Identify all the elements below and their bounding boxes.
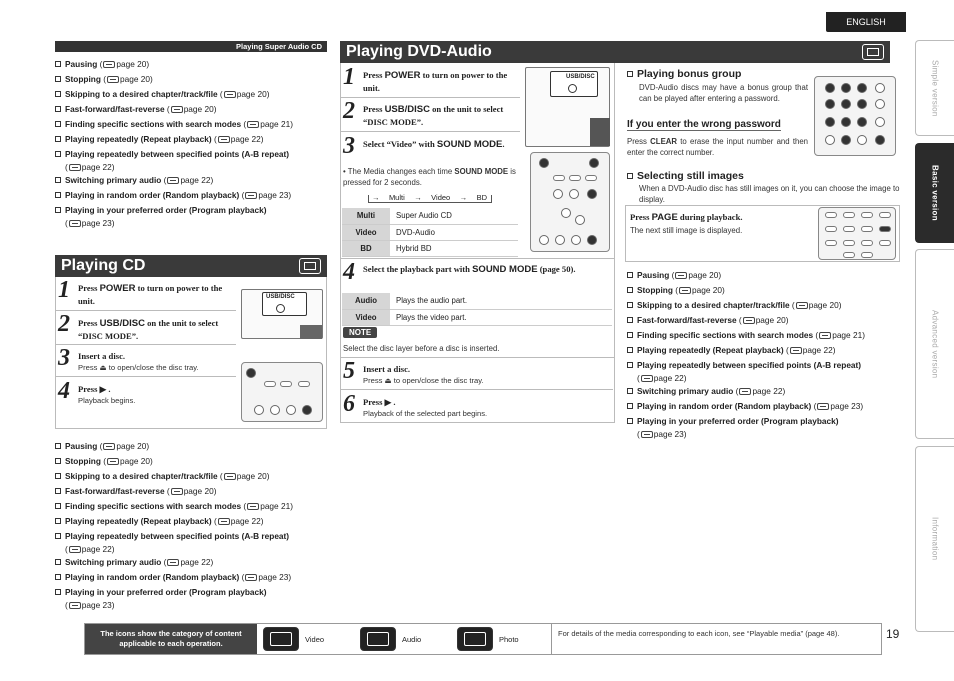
list-item [55, 57, 330, 72]
list-item [55, 529, 330, 555]
dvd-step-1 [341, 66, 520, 98]
page-reference[interactable]: ( page 20) [97, 441, 150, 451]
page-reference[interactable]: ( page 23) [239, 190, 292, 200]
step-text: Select the playback part with [363, 264, 473, 274]
tab-label: Simple version [930, 59, 940, 117]
cycle-item: Video [431, 192, 451, 202]
page-reference-icon [224, 473, 236, 480]
key-power: POWER [99, 283, 136, 294]
bullet-text: is pressed for 2 seconds. [343, 167, 516, 187]
step-text: on the unit to select “DISC MODE”. [78, 318, 219, 341]
step-text: Press [630, 212, 652, 222]
item-label: Stopping [65, 456, 101, 466]
step-number: 1 [58, 277, 70, 303]
page-reference[interactable]: ( page 20) [100, 456, 153, 466]
page-ref-text: page 22 [653, 373, 684, 383]
page-ref-text: page 22 [81, 544, 112, 554]
step-subtext: Playback begins. [78, 396, 136, 405]
still-images-step-sub: The next still image is displayed. [630, 226, 743, 235]
cycle-item: Multi [388, 192, 405, 202]
step-text: Press [78, 318, 100, 328]
list-item [627, 414, 912, 440]
page-ref-text: page 20 [236, 471, 267, 481]
page-reference-icon [167, 559, 179, 566]
item-label: Switching primary audio [65, 557, 162, 567]
heading-text: Playing bonus group [637, 68, 742, 80]
page-reference[interactable]: ( page 20) [789, 300, 842, 310]
page-reference[interactable]: ( page 21) [241, 119, 293, 129]
table-key: Audio [342, 293, 390, 309]
page-reference[interactable]: ( page 22) [211, 134, 264, 144]
key-usb-disc: USB/DISC [99, 318, 145, 329]
dvd-step-2 [341, 100, 520, 132]
list-item [627, 358, 912, 384]
step-number: 3 [58, 345, 70, 371]
list-item [55, 499, 330, 514]
bonus-group-text: DVD-Audio discs may have a bonus group that can be played after entering a password. [639, 83, 808, 103]
still-images-text: When a DVD-Audio disc has still images on it, you can choose the image to display. [639, 184, 900, 204]
page-reference-icon [69, 220, 81, 227]
step-number: 2 [58, 311, 70, 337]
page-reference-icon [103, 61, 115, 68]
page-ref-text: page 22 [230, 134, 261, 144]
item-label: Playing in random order (Random playback) [65, 572, 240, 582]
key-sound-mode: SOUND MODE [436, 139, 503, 150]
page-ref-text: page 21 [260, 501, 291, 511]
page-reference-icon [675, 272, 687, 279]
step-text: Select “Video” with [363, 139, 437, 149]
step-text: Press [78, 283, 100, 293]
playing-cd-title: Playing CD [61, 257, 146, 274]
step-text: (page 50). [537, 264, 576, 274]
remote-page-illustration [818, 207, 896, 260]
divider [340, 357, 615, 358]
table-key: Video [342, 224, 390, 240]
item-label: Finding specific sections with search modes [65, 119, 242, 129]
page-reference-icon [817, 403, 829, 410]
dvd-step-3 [341, 135, 531, 165]
dvd-step-4 [341, 261, 613, 295]
item-label: Finding specific sections with search modes [637, 330, 814, 340]
page-ref-text: page 20 [755, 315, 786, 325]
page-ref-text: page 22 [180, 557, 211, 567]
page-ref-text: page 20 [688, 270, 719, 280]
page-ref-text: page 22 [180, 175, 211, 185]
page-reference-icon [224, 91, 236, 98]
audio-category-icon [862, 44, 884, 60]
item-label: Fast-forward/fast-reverse [637, 315, 737, 325]
page-reference-icon [69, 602, 81, 609]
text: to erase the input number and then enter the correct number. [627, 137, 808, 157]
page-reference[interactable]: ( page 20) [164, 104, 217, 114]
page-reference[interactable]: ( page 22) [733, 386, 786, 396]
item-label: Stopping [65, 74, 101, 84]
page-reference[interactable]: ( page 20) [217, 89, 270, 99]
remote-control-illustration [241, 362, 323, 422]
footer-legend [84, 623, 882, 655]
item-label: Playing in random order (Random playback) [65, 190, 240, 200]
step-text: Press [363, 70, 385, 80]
tab-information[interactable] [915, 446, 954, 632]
key-sound-mode: SOUND MODE [454, 167, 509, 176]
note-label: NOTE [343, 327, 377, 338]
page-ref-text: page 23 [81, 600, 112, 610]
cd-step-3 [56, 347, 236, 377]
item-label: Playing in your preferred order (Program playback) [65, 205, 267, 215]
list-item [55, 484, 330, 499]
list-item [55, 570, 330, 585]
step-text: Press [78, 384, 100, 394]
page-ref-text: page 23 [81, 218, 112, 228]
table-value: Plays the video part. [390, 309, 612, 325]
list-item [55, 188, 330, 203]
page-ref-text: page 23 [258, 190, 289, 200]
page-reference[interactable]: ( page 22) [211, 516, 264, 526]
page-reference[interactable]: ( page 20) [669, 270, 722, 280]
list-item [627, 313, 912, 328]
tab-advanced-version[interactable] [915, 249, 954, 439]
step-subtext: Press ⏏ to open/close the disc tray. [363, 376, 484, 385]
page-ref-text: page 20 [692, 285, 723, 295]
item-label: Switching primary audio [65, 175, 162, 185]
page-reference-icon [218, 518, 230, 525]
page-ref-text: page 20 [116, 59, 147, 69]
super-audio-cd-operations-list [55, 57, 330, 229]
wrong-password-heading: If you enter the wrong password [627, 119, 781, 130]
step-number: 4 [58, 378, 70, 404]
audio-icon [360, 627, 396, 651]
usb-disc-label: USB/DISC [266, 294, 295, 300]
table-value: DVD-Audio [390, 224, 518, 240]
item-label: Pausing [637, 270, 670, 280]
step-subtext: Playback of the selected part begins. [363, 409, 488, 418]
cd-step-1 [56, 279, 236, 311]
step-number: 2 [343, 98, 355, 124]
language-badge: ENGLISH [826, 12, 906, 32]
page-reference[interactable]: ( page 20) [164, 486, 217, 496]
list-item [55, 72, 330, 87]
page-reference-icon [245, 574, 257, 581]
list-item [55, 454, 330, 469]
bullet-text: • The Media changes each time [343, 167, 455, 176]
tab-label: Advanced version [930, 309, 940, 379]
item-label: Playing repeatedly between specified points (A-B repeat) [65, 531, 290, 541]
page-ref-text: page 21 [832, 330, 863, 340]
playing-dvd-audio-header [340, 41, 890, 63]
list-item [627, 283, 912, 298]
cycle-return-line [368, 192, 492, 203]
item-label: Skipping to a desired chapter/track/file [65, 471, 218, 481]
item-label: Skipping to a desired chapter/track/file [637, 300, 790, 310]
list-item [55, 147, 330, 173]
page-ref-text: page 20 [116, 441, 147, 451]
page-reference[interactable]: ( page 22) [65, 544, 115, 554]
tab-simple-version[interactable] [915, 40, 954, 136]
table-row [342, 224, 518, 240]
page-reference[interactable]: ( page 23) [239, 572, 292, 582]
step-text: Press [363, 104, 385, 114]
page-reference-icon [641, 431, 653, 438]
step-text: Insert a disc. [78, 351, 126, 361]
list-item [55, 132, 330, 147]
usb-disc-label: USB/DISC [566, 74, 595, 80]
video-icon [263, 627, 299, 651]
page-reference-icon [69, 164, 81, 171]
tab-basic-version[interactable] [915, 143, 954, 243]
table-row [342, 208, 518, 224]
list-item [627, 268, 912, 283]
item-label: Pausing [65, 441, 98, 451]
note-text: Select the disc layer before a disc is inserted. [343, 344, 500, 353]
list-item [627, 328, 912, 343]
page-reference-icon [107, 458, 119, 465]
page-ref-text: page 23 [258, 572, 289, 582]
item-label: Fast-forward/fast-reverse [65, 486, 165, 496]
page-reference[interactable]: ( page 20) [736, 315, 789, 325]
page-reference-icon [171, 106, 183, 113]
page-reference[interactable]: ( page 20) [100, 74, 153, 84]
key-clear: CLEAR [650, 137, 678, 146]
unit-front-panel-illustration [241, 289, 323, 339]
play-key: ▶ [99, 384, 107, 394]
icons-caption: The icons show the category of content applicable to each operation. [85, 624, 257, 654]
page-reference[interactable]: ( page 23) [65, 218, 115, 228]
table-key: Multi [342, 208, 390, 224]
part-table [342, 293, 612, 326]
photo-icon [457, 627, 493, 651]
step-text: Press [363, 397, 385, 407]
step-text: . [502, 139, 505, 149]
key-power: POWER [384, 70, 421, 81]
play-key: ▶ [384, 397, 392, 407]
unit-front-panel-illustration [525, 67, 610, 147]
photo-label: Photo [499, 635, 519, 644]
item-label: Pausing [65, 59, 98, 69]
media-reference-text: For details of the media corresponding to each icon, see “Playable media” (page 48). [558, 629, 840, 638]
remote-control-illustration [530, 152, 610, 252]
item-label: Playing repeatedly between specified points (A-B repeat) [65, 149, 290, 159]
list-item [55, 439, 330, 454]
page-reference-icon [819, 332, 831, 339]
page-reference[interactable]: ( page 22) [65, 162, 115, 172]
item-label: Playing repeatedly (Repeat playback) [65, 516, 212, 526]
page-ref-text: page 20 [183, 486, 214, 496]
list-item [627, 298, 912, 313]
page-ref-text: page 20 [808, 300, 839, 310]
divider [340, 258, 615, 259]
page-reference-icon [743, 317, 755, 324]
step-text: during playback. [677, 212, 743, 222]
still-images-heading [627, 170, 744, 182]
page-reference[interactable]: ( page 21) [241, 501, 293, 511]
table-row [342, 293, 612, 309]
list-item [55, 555, 330, 570]
list-item [55, 117, 330, 132]
page-ref-text: page 20 [120, 456, 151, 466]
step-number: 6 [343, 391, 355, 417]
dvd-step-6 [341, 393, 613, 421]
page-ref-text: page 23 [830, 401, 861, 411]
page-ref-text: page 23 [653, 429, 684, 439]
list-item [55, 203, 330, 229]
sound-mode-bullet [343, 166, 519, 188]
heading-text: Selecting still images [637, 170, 744, 182]
list-item [627, 384, 912, 399]
page-reference[interactable]: ( page 20) [217, 471, 270, 481]
page-reference-icon [679, 287, 691, 294]
key-page: PAGE [651, 212, 678, 223]
text: Press [627, 137, 651, 146]
mode-table [342, 208, 518, 257]
item-label: Playing in your preferred order (Program playback) [637, 416, 839, 426]
step-text: . [106, 384, 111, 394]
list-item [55, 469, 330, 484]
page-reference-icon [107, 76, 119, 83]
item-label: Playing repeatedly (Repeat playback) [637, 345, 784, 355]
page-reference-icon [171, 488, 183, 495]
wrong-password-text [627, 136, 808, 158]
item-label: Playing in random order (Random playback) [637, 401, 812, 411]
page-reference-icon [641, 375, 653, 382]
media-cycle-diagram: → Multi → Video → BD [372, 192, 487, 202]
key-sound-mode: SOUND MODE [472, 264, 538, 275]
step-number: 4 [343, 259, 355, 285]
page-reference-icon [245, 192, 257, 199]
page-number: 19 [886, 627, 900, 641]
step-subtext: Press ⏏ to open/close the disc tray. [78, 363, 199, 372]
page-ref-text: page 22 [752, 386, 783, 396]
page-reference-icon [103, 443, 115, 450]
table-key: Video [342, 309, 390, 325]
step-number: 3 [343, 133, 355, 159]
page-reference[interactable]: ( page 23) [65, 600, 115, 610]
list-item [55, 514, 330, 529]
page-reference-icon [739, 388, 751, 395]
dvd-step-5 [341, 360, 613, 390]
page-reference[interactable]: ( page 21) [813, 330, 865, 340]
page-reference-icon [69, 546, 81, 553]
list-item [627, 343, 912, 358]
section-bar-super-audio-cd: Playing Super Audio CD [55, 41, 327, 52]
step-text: Insert a disc. [363, 364, 411, 374]
cd-step-4 [56, 380, 236, 410]
table-value: Plays the audio part. [390, 293, 612, 309]
page-ref-text: page 20 [120, 74, 151, 84]
tab-label: Basic version [930, 165, 940, 221]
item-label: Stopping [637, 285, 673, 295]
page-ref-text: page 22 [230, 516, 261, 526]
item-label: Finding specific sections with search modes [65, 501, 242, 511]
table-row [342, 309, 612, 325]
cd-step-2 [56, 313, 236, 345]
page-ref-text: page 20 [183, 104, 214, 114]
bonus-group-heading [627, 68, 741, 80]
list-item [55, 102, 330, 117]
table-row [342, 240, 518, 256]
step-text: to turn on power to the unit. [363, 70, 508, 93]
page-reference[interactable]: ( page 22) [783, 345, 836, 355]
page-reference-icon [247, 121, 259, 128]
cd-operations-list [55, 439, 330, 611]
step-number: 5 [343, 358, 355, 384]
page-reference[interactable]: ( page 22) [637, 373, 687, 383]
key-usb-disc: USB/DISC [384, 104, 430, 115]
table-key: BD [342, 240, 390, 256]
audio-category-icon [299, 258, 321, 274]
audio-label: Audio [402, 635, 422, 644]
step-number: 1 [343, 64, 355, 90]
item-label: Playing in your preferred order (Program playback) [65, 587, 267, 597]
playing-cd-header [55, 255, 327, 277]
step-text: to turn on power to the unit. [78, 283, 223, 306]
item-label: Playing repeatedly between specified points (A-B repeat) [637, 360, 862, 370]
tab-label: Information [930, 517, 940, 561]
list-item [627, 399, 912, 414]
cycle-item: BD [476, 192, 487, 202]
remote-numpad-illustration [814, 76, 896, 156]
page-ref-text: page 21 [260, 119, 291, 129]
item-label: Fast-forward/fast-reverse [65, 104, 165, 114]
page-reference[interactable]: ( page 23) [811, 401, 864, 411]
page-reference[interactable]: ( page 22) [161, 557, 214, 567]
still-images-step [630, 212, 810, 223]
page-reference[interactable]: ( page 20) [672, 285, 725, 295]
page-ref-text: page 20 [236, 89, 267, 99]
list-item [55, 87, 330, 102]
list-item [55, 585, 330, 611]
page-reference[interactable]: ( page 22) [161, 175, 214, 185]
page-ref-text: page 22 [802, 345, 833, 355]
page-reference[interactable]: ( page 23) [637, 429, 687, 439]
item-label: Playing repeatedly (Repeat playback) [65, 134, 212, 144]
page-ref-text: page 22 [81, 162, 112, 172]
list-item [55, 173, 330, 188]
video-label: Video [305, 635, 325, 644]
page-reference-icon [247, 503, 259, 510]
page-reference[interactable]: ( page 20) [97, 59, 150, 69]
table-value: Super Audio CD [390, 208, 518, 224]
page-reference-icon [167, 177, 179, 184]
item-label: Switching primary audio [637, 386, 734, 396]
step-text: . [391, 397, 396, 407]
dvd-audio-operations-list [627, 268, 912, 440]
item-label: Skipping to a desired chapter/track/file [65, 89, 218, 99]
playing-dvd-audio-title: Playing DVD-Audio [346, 43, 492, 60]
page-reference-icon [218, 136, 230, 143]
page-reference-icon [790, 347, 802, 354]
table-value: Hybrid BD [390, 240, 518, 256]
page-reference-icon [796, 302, 808, 309]
step-text: on the unit to select “DISC MODE”. [363, 104, 504, 127]
